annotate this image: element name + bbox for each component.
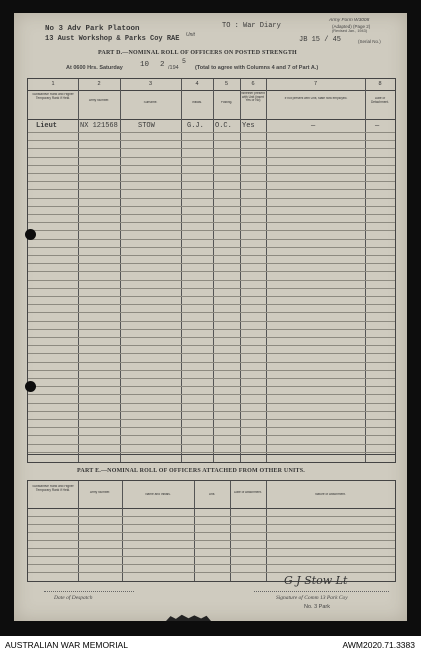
part-e-table xyxy=(27,480,396,582)
ruled-line xyxy=(28,321,395,322)
cell-employed: — xyxy=(311,122,316,130)
ruled-line xyxy=(28,255,395,256)
ruled-line xyxy=(28,271,395,272)
col-header-initials: Initials. xyxy=(192,101,202,104)
unit-line-1: No 3 Adv Park Platoon xyxy=(45,25,140,33)
signatory-line: Signature of Comm 13 Park Coy xyxy=(276,595,348,601)
ruled-line xyxy=(28,165,395,166)
time-prefix: At 0600 Hrs. Saturday xyxy=(66,65,123,71)
col-header-attachment-date: Date of Attachment. xyxy=(234,491,262,494)
col-header-rank: Substantive Rank and Higher Temporary Rank if Held. xyxy=(32,93,74,100)
form-line-1: Army Form W3008 xyxy=(329,18,370,23)
ruled-line xyxy=(28,435,395,436)
ruled-line xyxy=(28,230,395,231)
credit-right: AWM2020.71.3383 xyxy=(342,640,415,650)
col-divider xyxy=(266,481,267,581)
ruled-line xyxy=(28,173,395,174)
ruled-line xyxy=(28,370,395,371)
col-number: 4 xyxy=(195,81,199,87)
ruled-line xyxy=(28,403,395,404)
signatory-line-rule xyxy=(254,591,389,592)
ruled-line xyxy=(28,214,395,215)
torn-edge xyxy=(166,614,211,621)
bottom-divider xyxy=(28,454,395,455)
ruled-line xyxy=(28,304,395,305)
ruled-line xyxy=(28,411,395,412)
ruled-line xyxy=(28,353,395,354)
date-year: 5 xyxy=(182,58,186,65)
ruled-line xyxy=(28,329,395,330)
signature: G J Stow Lt xyxy=(284,574,348,587)
credit-left: AUSTRALIAN WAR MEMORIAL xyxy=(5,640,128,650)
ruled-line xyxy=(28,222,395,223)
ruled-line xyxy=(28,140,395,141)
ruled-line xyxy=(28,540,395,541)
ruled-line xyxy=(28,263,395,264)
punch-hole xyxy=(25,381,36,392)
document-page xyxy=(14,13,407,621)
despatch-label: Date of Despatch xyxy=(54,595,93,601)
ruled-line xyxy=(28,239,395,240)
col-number: 1 xyxy=(51,81,55,87)
cell-posting: O.C. xyxy=(215,122,232,130)
col-divider xyxy=(194,481,195,581)
form-line-3: (Revised Jan., 1943) xyxy=(332,29,368,33)
col-number: 3 xyxy=(148,81,153,87)
ruled-line xyxy=(28,206,395,207)
col-header-employed: If not present with Unit, state how employed. xyxy=(284,97,348,100)
part-e-title: PART E.—NOMINAL ROLL OF OFFICERS ATTACHED FROM OTHER UNITS. xyxy=(77,468,305,474)
serial-number: JB 15 / 45 xyxy=(299,36,342,44)
col-number: 7 xyxy=(313,81,318,87)
col-header-detachment: Date of Detachment. xyxy=(370,97,390,104)
col-header-attachment-nature: Nature of Attachment. xyxy=(315,493,346,496)
ruled-line xyxy=(28,394,395,395)
punch-hole xyxy=(25,229,36,240)
date-suffix: /194 xyxy=(168,65,179,71)
ruled-line xyxy=(28,524,395,525)
header-divider xyxy=(28,119,395,120)
cell-present: Yes xyxy=(242,122,255,130)
ruled-line xyxy=(28,337,395,338)
ruled-line xyxy=(28,386,395,387)
table-row xyxy=(28,121,395,132)
col-header-army-number: Army Number. xyxy=(88,99,110,102)
col-divider xyxy=(122,481,123,581)
col-number: 8 xyxy=(378,81,382,87)
ruled-line xyxy=(28,198,395,199)
date-day: 10 xyxy=(140,61,150,69)
col-header-rank: Substantive Rank and Higher Temporary Rank if Held. xyxy=(32,485,74,492)
ruled-line xyxy=(28,288,395,289)
col-number: 2 xyxy=(97,81,101,87)
unit-caption: Unit xyxy=(186,32,195,38)
col-header-name: Name and Initials. xyxy=(145,493,171,496)
ruled-line xyxy=(28,345,395,346)
ruled-line xyxy=(28,564,395,565)
ruled-line xyxy=(28,452,395,453)
col-divider xyxy=(230,481,231,581)
ruled-line xyxy=(28,548,395,549)
ruled-line xyxy=(28,247,395,248)
col-header-present: Whether present with Unit (insert Yes or No) xyxy=(241,92,265,103)
part-d-table xyxy=(27,78,396,463)
unit-line-2: 13 Aust Workshop & Parks Coy RAE xyxy=(45,35,180,43)
time-note: (Total to agree with Columns 4 and 7 of Part A.) xyxy=(195,65,319,71)
ruled-line xyxy=(28,181,395,182)
ruled-line xyxy=(28,157,395,158)
col-number: 5 xyxy=(224,81,229,87)
ruled-line xyxy=(28,516,395,517)
ruled-line xyxy=(28,556,395,557)
ruled-line xyxy=(28,148,395,149)
header-divider xyxy=(28,508,395,509)
cell-initials: G.J. xyxy=(187,122,204,130)
credit-bar xyxy=(0,636,421,653)
cell-army-number: NX 121568 xyxy=(80,122,118,130)
ruled-line xyxy=(28,419,395,420)
ruled-line xyxy=(28,444,395,445)
col-header-posting-visible: Posting. xyxy=(220,101,233,104)
ruled-line xyxy=(28,572,395,573)
ruled-line xyxy=(28,296,395,297)
col-header-unit: Unit. xyxy=(208,493,216,496)
col-number: 6 xyxy=(251,81,255,87)
ruled-line xyxy=(28,189,395,190)
signatory-sub: No. 3 Park xyxy=(304,604,330,610)
cell-rank: Lieut xyxy=(36,122,58,130)
despatch-line xyxy=(44,591,134,592)
ruled-line xyxy=(28,362,395,363)
ruled-line xyxy=(28,312,395,313)
col-number-divider xyxy=(28,90,395,91)
cell-detachment: — xyxy=(375,122,380,130)
col-header-army-number: Army Number. xyxy=(89,491,111,494)
ruled-line xyxy=(28,378,395,379)
date-month: 2 xyxy=(160,61,165,69)
ruled-line xyxy=(28,427,395,428)
to-line: TO : War Diary xyxy=(222,22,281,30)
cell-surname: STOW xyxy=(138,122,155,130)
ruled-line xyxy=(28,280,395,281)
serial-caption: (Serial No.) xyxy=(358,39,381,44)
col-divider xyxy=(78,481,79,581)
ruled-line xyxy=(28,532,395,533)
part-d-title: PART D.—NOMINAL ROLL OF OFFICERS ON POSTED STRENGTH xyxy=(98,50,297,56)
col-header-surname: Surname. xyxy=(143,101,158,104)
form-line-2: (Adapted) (Page 2) xyxy=(332,24,371,29)
ruled-line xyxy=(28,132,395,133)
